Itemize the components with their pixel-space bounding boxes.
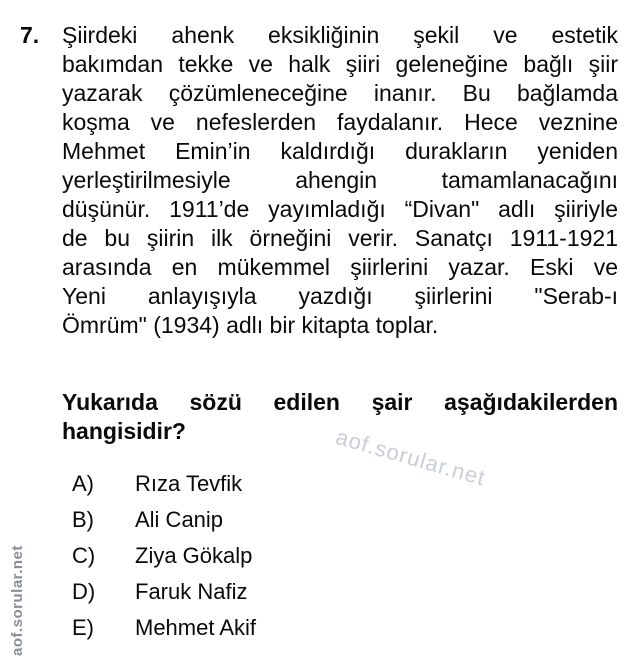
body-line: koşma ve nefeslerden faydalanır. Hece veznine — [62, 109, 618, 135]
body-line: de bu şiirin ilk örneğini verir. Sanatçı 1911-1921 — [62, 225, 618, 251]
watermark-vertical: aof.sorular.net — [9, 545, 26, 656]
option-text: Faruk Nafiz — [135, 579, 248, 604]
body-line: Şiirdeki ahenk eksikliğinin şekil ve estetik — [62, 22, 618, 48]
option-letter: C) — [72, 543, 96, 568]
prompt-line: hangisidir? — [62, 418, 186, 444]
options-list — [72, 466, 256, 646]
option-row — [72, 466, 256, 502]
option-text: Rıza Tevfik — [135, 471, 243, 496]
question-body — [62, 21, 618, 340]
body-line: düşünür. 1911’de yayımladığı “Divan" adlı şiiriyle — [62, 196, 618, 222]
option-row — [72, 610, 256, 646]
prompt-line: Yukarıda sözü edilen şair aşağıdakilerden — [62, 389, 618, 415]
option-letter: B) — [72, 507, 94, 532]
body-line: arasında en mükemmel şiirlerini yazar. Eski ve — [62, 254, 618, 280]
watermark-diagonal: aof.sorular.net — [333, 424, 489, 491]
option-letter: D) — [72, 579, 96, 604]
option-text: Ziya Gökalp — [135, 543, 253, 568]
option-text: Mehmet Akif — [135, 615, 257, 640]
option-letter: E) — [72, 615, 94, 640]
body-line: Ömrüm" (1934) adlı bir kitapta toplar. — [62, 312, 439, 338]
body-line: yerleştirilmesiyle ahengin tamamlanacağını — [62, 167, 618, 193]
option-row — [72, 574, 256, 610]
body-line: bakımdan tekke ve halk şiiri geleneğine bağlı şiir — [62, 51, 618, 77]
body-line: Yeni anlayışıyla yazdığı şiirlerini "Serab-ı — [62, 283, 618, 309]
body-line: Mehmet Emin’in kaldırdığı durakların yeniden — [62, 138, 618, 164]
option-row — [72, 502, 256, 538]
option-row — [72, 538, 256, 574]
body-line: yazarak çözümleneceğine inanır. Bu bağlamda — [62, 80, 618, 106]
option-letter: A) — [72, 471, 94, 496]
option-text: Ali Canip — [135, 507, 224, 532]
question-number: 7. — [20, 22, 40, 48]
